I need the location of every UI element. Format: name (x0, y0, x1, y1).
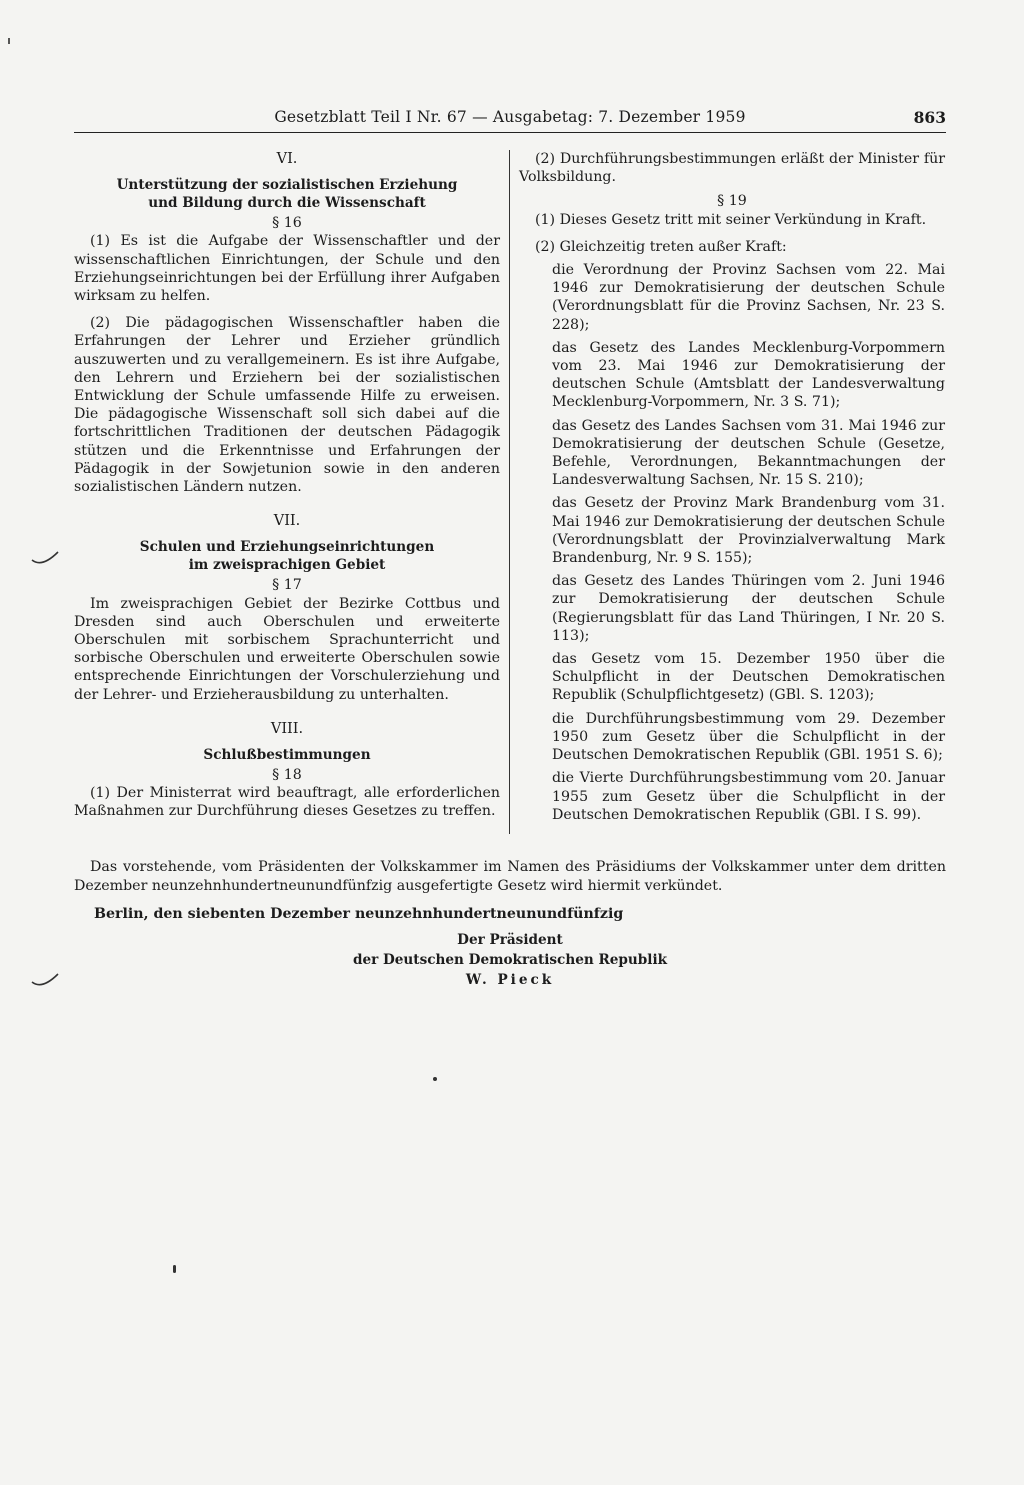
repealed-item: das Gesetz vom 15. Dezember 1950 über die Schulpflicht in der Deutschen Demokratischen Republik (Schulpflichtgesetz) (GBl. S. 1203); (552, 651, 945, 704)
repealed-item: das Gesetz der Provinz Mark Brandenburg vom 31. Mai 1946 zur Demokratisierung der deutschen Schule (Verordnungsblatt der Provinzialverwaltung Mark Brandenburg, Nr. 9 S. 155); (552, 495, 945, 567)
section-number-viii: VIII. (270, 720, 304, 737)
repealed-item: die Vierte Durchführungsbestimmung vom 20. Januar 1955 zum Gesetz über die Schulpflicht in der Deutschen Demokratischen Republik (GBl. I S. 99). (552, 770, 945, 823)
section-heading-vii: Schulen und Erziehungseinrichtungen im zweisprachigen Gebiet (139, 539, 435, 574)
paragraph-sign-18: § 18 (272, 767, 302, 784)
signatory-title: Der Präsident (457, 932, 563, 948)
gazette-title: Gesetzblatt Teil I Nr. 67 — Ausgabetag: 7. Dezember 1959 (274, 108, 746, 126)
repealed-item: das Gesetz des Landes Thüringen vom 2. Juni 1946 zur Demokratisierung der deutschen Schule (Regierungsblatt für das Land Thüringen, I Nr. 20 S. 113); (552, 573, 945, 644)
paragraph-17: Im zweisprachigen Gebiet der Bezirke Cottbus und Dresden sind auch Oberschulen und erweiterte Oberschulen mit sorbischem Sprachunterricht und sorbische Oberschulen und erweiterte Oberschulen sowie entsprechende Einrichtungen der Vorschulerziehung und der Lehrer- und Erzieherausbildung zu unterhalten. (74, 595, 500, 703)
scan-speck (173, 1265, 176, 1273)
column-divider (509, 150, 510, 834)
paragraph-16-2: (2) Die pädagogischen Wissenschaftler haben die Erfahrungen der Lehrer und Erzieher gründlich auszuwerten und zu verallgemeinern. Es ist ihre Aufgabe, den Lehrern und Erziehern bei der sozialistischen Entwicklung der Schule umfassende Hilfe zu erweisen. Die pädagogische Wissenschaft soll sich dabei auf die fortschrittlichen Traditionen der deutschen Pädagogik stützen und die Erkenntnisse und Erfahrungen der Pädagogik in der Sowjetunion sowie in den anderen sozialistischen Ländern nutzen. (74, 315, 500, 496)
signatory-office: der Deutschen Demokratischen Republik (352, 952, 668, 968)
page-number: 863 (913, 108, 946, 127)
place-and-date: Berlin, den siebenten Dezember neunzehnhundertneunundfünfzig (94, 906, 624, 922)
signatory-name: W. Pieck (465, 972, 555, 988)
section-heading-viii: Schlußbestimmungen (203, 747, 371, 764)
page-header (74, 106, 946, 132)
closing-block (74, 858, 946, 990)
header-rule (74, 132, 946, 133)
margin-mark-icon (30, 548, 60, 568)
repealed-item: die Verordnung der Provinz Sachsen vom 22. Mai 1946 zur Demokratisierung der deutschen Schule (Verordnungsblatt für die Provinz Sachsen, Nr. 23 S. 228); (552, 262, 945, 333)
paragraph-sign-19: § 19 (717, 193, 747, 210)
paragraph-18-2: (2) Durchführungsbestimmungen erläßt der Minister für Volksbildung. (519, 151, 945, 186)
section-number-vi: VI. (276, 151, 298, 167)
repealed-item: das Gesetz des Landes Mecklenburg-Vorpommern vom 23. Mai 1946 zur Demokratisierung der deutschen Schule (Amtsblatt der Landesverwaltung Mecklenburg-Vorpommern, Nr. 3 S. 71); (552, 339, 945, 411)
paragraph-sign-17: § 17 (272, 577, 302, 594)
section-heading-vi: Unterstützung der sozialistischen Erziehung und Bildung durch die Wissenschaft (116, 177, 458, 212)
paragraph-16-1: (1) Es ist die Aufgabe der Wissenschaftler und der wissenschaftlichen Einrichtungen, der Schule und den Erziehungseinrichtungen bei der Erfüllung ihrer Aufgaben wirksam zu helfen. (74, 233, 500, 305)
scan-speck (8, 38, 10, 44)
scan-speck (433, 1077, 437, 1081)
paragraph-sign-16: § 16 (272, 215, 302, 232)
right-column (519, 150, 945, 824)
repealed-item: die Durchführungsbestimmung vom 29. Dezember 1950 zum Gesetz über die Schulpflicht in der Deutschen Demokratischen Republik (GBl. 1951 S. 6); (552, 710, 945, 764)
repealed-item: das Gesetz des Landes Sachsen vom 31. Mai 1946 zur Demokratisierung der deutschen Schule (Gesetze, Befehle, Verordnungen, Bekanntmachungen der Landesverwaltung Sachsen, Nr. 15 S. 210); (552, 417, 945, 489)
paragraph-19-1: (1) Dieses Gesetz tritt mit seiner Verkündung in Kraft. (535, 211, 927, 228)
section-number-vii: VII. (273, 513, 301, 530)
left-column (74, 150, 500, 821)
margin-mark-icon (30, 970, 60, 990)
paragraph-19-2: (2) Gleichzeitig treten außer Kraft: (535, 238, 787, 255)
promulgation-text: Das vorstehende, vom Präsidenten der Volkskammer im Namen des Präsidiums der Volkskammer unter dem dritten Dezember neunzehnhundertneunundfünfzig ausgefertigte Gesetz wird hiermit verkündet. (74, 859, 946, 894)
signature-block (74, 930, 946, 990)
paragraph-18-1: (1) Der Ministerrat wird beauftragt, alle erforderlichen Maßnahmen zur Durchführung dieses Gesetzes zu treffen. (74, 785, 500, 820)
